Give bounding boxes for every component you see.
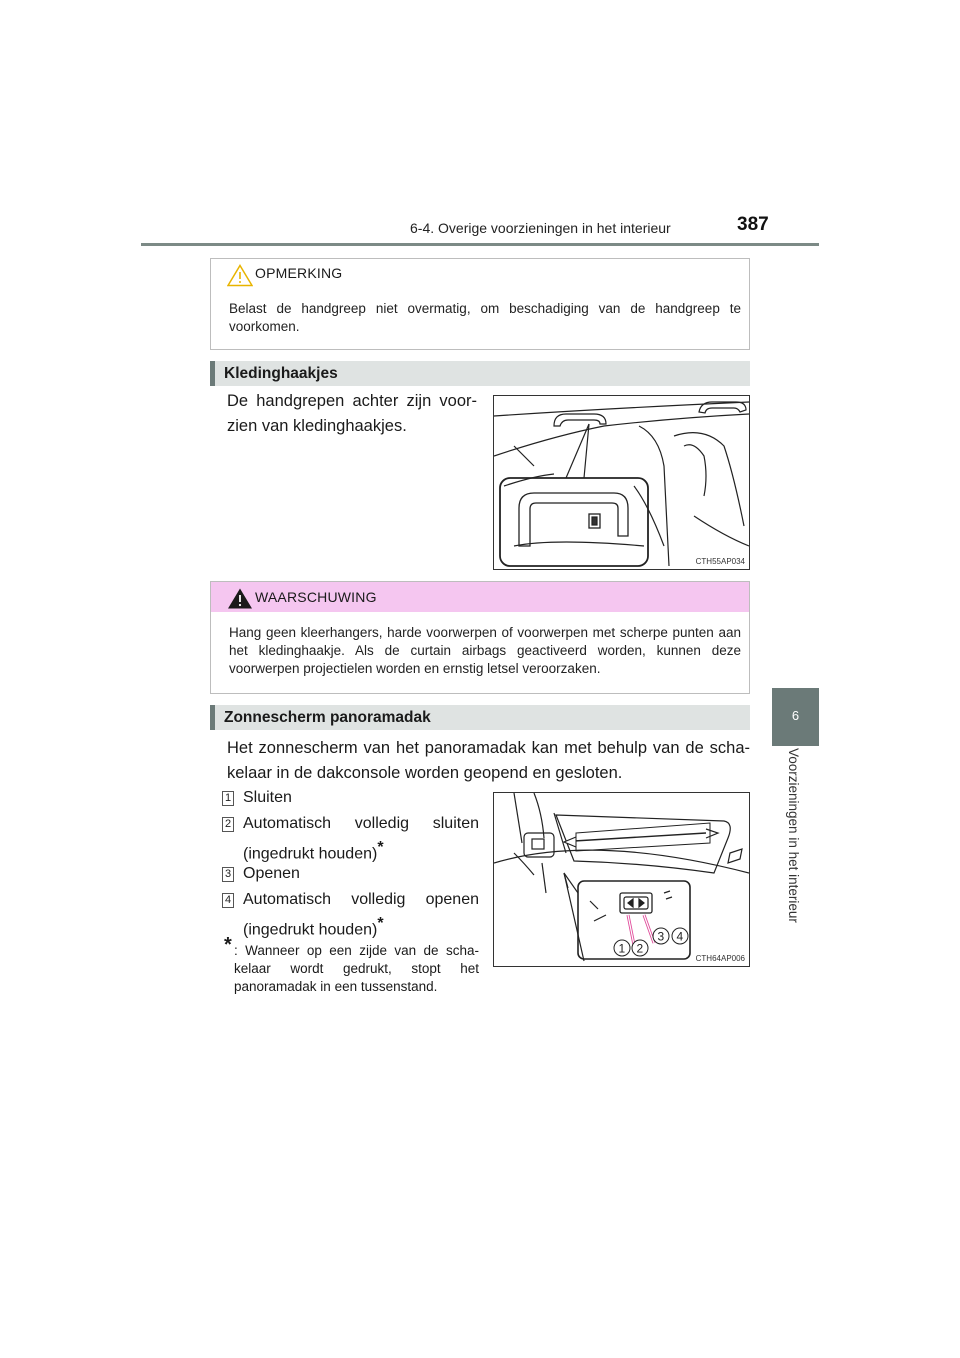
callout-1: 1	[618, 941, 626, 956]
list-item-label: Automatisch volledig openen (ingedrukt houden)*	[243, 891, 479, 939]
callout-3: 3	[657, 929, 665, 944]
notice-box	[210, 258, 750, 350]
footnote-star: *	[377, 839, 384, 856]
section-title: Zonnescherm panoramadak	[224, 709, 431, 726]
coat-hook-illustration	[494, 396, 749, 569]
warning-triangle-icon	[227, 587, 253, 610]
section-title: Kledinghaakjes	[224, 365, 338, 382]
callout-2: 2	[636, 941, 644, 956]
list-number: 1	[222, 791, 234, 806]
warning-text: Hang geen kleerhangers, harde voorwerpen of voorwerpen met scherpe punten aan het kledinghaakje. Als de curtain airbags geactiveerd worden, kunnen deze voorwerpen projectielen worden en ernstig letsel veroorzaken.	[229, 625, 741, 676]
chapter-title-strip	[772, 748, 819, 958]
section-header-kledinghaakjes	[210, 361, 750, 386]
chapter-number: 6	[791, 708, 800, 723]
running-header-section: 6-4. Overige voorzieningen in het interieur	[410, 220, 671, 236]
callout-4: 4	[676, 929, 684, 944]
warning-title: WAARSCHUWING	[255, 589, 377, 605]
notice-title: OPMERKING	[255, 265, 343, 281]
list-item-label: Openen	[243, 865, 300, 882]
footnote-text: : Wanneer op een zijde van de scha-kelaar wordt gedrukt, stopt het panoramadak in een tussenstand.	[234, 943, 479, 994]
list-item-label: Sluiten	[243, 789, 292, 806]
list-number: 3	[222, 867, 234, 882]
figure-code: CTH55AP034	[695, 557, 745, 566]
warning-box	[210, 581, 750, 694]
section-body: De handgrepen achter zijn voor-zien van kledinghaakjes.	[227, 392, 477, 435]
figure-coat-hook	[493, 395, 750, 570]
list-number: 2	[222, 817, 234, 832]
sunshade-switch-illustration	[494, 793, 749, 966]
footnote-mark: *	[224, 934, 232, 956]
section-intro: Het zonnescherm van het panoramadak kan met behulp van de scha-kelaar in de dakconsole worden geopend en gesloten.	[227, 739, 750, 782]
list-item-label: Automatisch volledig sluiten (ingedrukt houden)*	[243, 815, 479, 863]
section-header-zonnescherm	[210, 705, 750, 730]
footnote-star: *	[377, 915, 384, 932]
list-number: 4	[222, 893, 234, 908]
header-rule	[141, 243, 819, 246]
caution-outline-icon	[227, 264, 253, 287]
figure-code: CTH64AP006	[695, 954, 745, 963]
page-number: 387	[737, 214, 769, 235]
figure-sunshade-switch	[493, 792, 750, 967]
chapter-title: Voorzieningen in het interieur	[786, 748, 801, 923]
notice-text: Belast de handgreep niet overmatig, om beschadiging van de handgreep te voorkomen.	[229, 301, 741, 334]
